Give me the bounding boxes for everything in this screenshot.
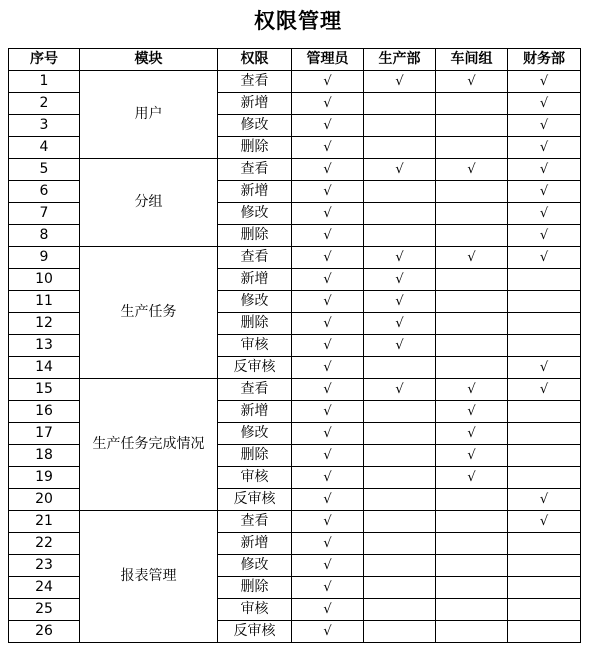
check-mark-icon: √ (467, 470, 476, 485)
check-mark-icon: √ (323, 184, 332, 199)
finance-dept-cell (508, 489, 581, 511)
check-mark-icon: √ (323, 162, 332, 177)
admin-cell (292, 335, 364, 357)
finance-dept-cell (508, 467, 581, 489)
production-dept-cell (364, 137, 436, 159)
check-mark-icon: √ (539, 140, 549, 155)
permission-cell: 审核 (218, 467, 292, 489)
admin-cell (292, 511, 364, 533)
workshop-group-cell (436, 489, 508, 511)
workshop-group-cell (436, 621, 508, 643)
workshop-group-cell (436, 533, 508, 555)
production-dept-cell (364, 445, 436, 467)
admin-cell (292, 577, 364, 599)
module-cell: 报表管理 (80, 511, 218, 643)
permission-cell: 新增 (218, 401, 292, 423)
workshop-group-cell (436, 291, 508, 313)
production-dept-cell (364, 93, 436, 115)
check-mark-icon: √ (323, 250, 332, 265)
index-cell: 19 (9, 467, 80, 489)
workshop-group-cell (436, 93, 508, 115)
index-cell: 5 (9, 159, 80, 181)
check-mark-icon: √ (467, 382, 476, 397)
workshop-group-cell (436, 335, 508, 357)
workshop-group-cell (436, 599, 508, 621)
index-cell: 18 (9, 445, 80, 467)
index-cell: 4 (9, 137, 80, 159)
index-cell: 26 (9, 621, 80, 643)
check-mark-icon: √ (395, 162, 404, 177)
admin-cell (292, 291, 364, 313)
check-mark-icon: √ (395, 272, 404, 287)
permission-cell: 修改 (218, 203, 292, 225)
page-title: 权限管理 (254, 9, 342, 33)
check-mark-icon: √ (467, 404, 476, 419)
check-mark-icon: √ (323, 206, 332, 221)
production-dept-cell (364, 379, 436, 401)
header-admin: 管理员 (292, 49, 364, 71)
index-cell: 1 (9, 71, 80, 93)
workshop-group-cell (436, 313, 508, 335)
check-mark-icon: √ (539, 96, 549, 111)
index-cell: 16 (9, 401, 80, 423)
header-finance-dept: 财务部 (508, 49, 581, 71)
check-mark-icon: √ (323, 382, 332, 397)
production-dept-cell (364, 599, 436, 621)
permission-cell: 审核 (218, 599, 292, 621)
admin-cell (292, 115, 364, 137)
check-mark-icon: √ (539, 492, 549, 507)
index-cell: 9 (9, 247, 80, 269)
check-mark-icon: √ (323, 316, 332, 331)
production-dept-cell (364, 335, 436, 357)
permission-cell: 修改 (218, 115, 292, 137)
workshop-group-cell (436, 511, 508, 533)
production-dept-cell (364, 467, 436, 489)
workshop-group-cell (436, 137, 508, 159)
workshop-group-cell (436, 423, 508, 445)
index-cell: 6 (9, 181, 80, 203)
index-cell: 23 (9, 555, 80, 577)
workshop-group-cell (436, 71, 508, 93)
finance-dept-cell (508, 291, 581, 313)
permission-cell: 删除 (218, 445, 292, 467)
index-cell: 7 (9, 203, 80, 225)
check-mark-icon: √ (323, 272, 332, 287)
permission-cell: 查看 (218, 247, 292, 269)
admin-cell (292, 159, 364, 181)
permission-cell: 反审核 (218, 357, 292, 379)
check-mark-icon: √ (323, 140, 332, 155)
production-dept-cell (364, 357, 436, 379)
finance-dept-cell (508, 159, 581, 181)
index-cell: 10 (9, 269, 80, 291)
table-row (9, 247, 581, 269)
index-cell: 17 (9, 423, 80, 445)
workshop-group-cell (436, 577, 508, 599)
permission-cell: 反审核 (218, 621, 292, 643)
check-mark-icon: √ (395, 74, 404, 89)
permission-cell: 删除 (218, 225, 292, 247)
index-cell: 3 (9, 115, 80, 137)
check-mark-icon: √ (323, 74, 332, 89)
production-dept-cell (364, 577, 436, 599)
finance-dept-cell (508, 401, 581, 423)
index-cell: 15 (9, 379, 80, 401)
production-dept-cell (364, 269, 436, 291)
production-dept-cell (364, 71, 436, 93)
workshop-group-cell (436, 225, 508, 247)
table-header-row (9, 49, 581, 71)
admin-cell (292, 599, 364, 621)
check-mark-icon: √ (323, 448, 332, 463)
permission-cell: 反审核 (218, 489, 292, 511)
index-cell: 21 (9, 511, 80, 533)
index-cell: 20 (9, 489, 80, 511)
admin-cell (292, 357, 364, 379)
admin-cell (292, 313, 364, 335)
table-body (9, 71, 581, 643)
check-mark-icon: √ (539, 228, 549, 243)
check-mark-icon: √ (323, 96, 332, 111)
production-dept-cell (364, 511, 436, 533)
check-mark-icon: √ (323, 492, 332, 507)
check-mark-icon: √ (539, 360, 549, 375)
permission-cell: 删除 (218, 313, 292, 335)
check-mark-icon: √ (323, 118, 332, 133)
table-row (9, 71, 581, 93)
production-dept-cell (364, 115, 436, 137)
check-mark-icon: √ (395, 382, 404, 397)
admin-cell (292, 379, 364, 401)
check-mark-icon: √ (323, 580, 332, 595)
permission-table (8, 48, 581, 643)
production-dept-cell (364, 247, 436, 269)
finance-dept-cell (508, 181, 581, 203)
check-mark-icon: √ (539, 184, 549, 199)
permission-cell: 删除 (218, 137, 292, 159)
finance-dept-cell (508, 621, 581, 643)
module-cell: 用户 (80, 71, 218, 159)
admin-cell (292, 467, 364, 489)
finance-dept-cell (508, 357, 581, 379)
check-mark-icon: √ (395, 316, 404, 331)
permission-cell: 新增 (218, 269, 292, 291)
check-mark-icon: √ (539, 382, 549, 397)
admin-cell (292, 445, 364, 467)
admin-cell (292, 423, 364, 445)
check-mark-icon: √ (539, 206, 549, 221)
production-dept-cell (364, 225, 436, 247)
finance-dept-cell (508, 533, 581, 555)
index-cell: 24 (9, 577, 80, 599)
production-dept-cell (364, 489, 436, 511)
workshop-group-cell (436, 269, 508, 291)
check-mark-icon: √ (323, 338, 332, 353)
check-mark-icon: √ (323, 470, 332, 485)
index-cell: 2 (9, 93, 80, 115)
finance-dept-cell (508, 203, 581, 225)
check-mark-icon: √ (323, 602, 332, 617)
workshop-group-cell (436, 203, 508, 225)
admin-cell (292, 401, 364, 423)
workshop-group-cell (436, 445, 508, 467)
permission-cell: 新增 (218, 181, 292, 203)
module-cell: 生产任务完成情况 (80, 379, 218, 511)
check-mark-icon: √ (395, 294, 404, 309)
index-cell: 12 (9, 313, 80, 335)
production-dept-cell (364, 313, 436, 335)
check-mark-icon: √ (323, 624, 332, 639)
finance-dept-cell (508, 511, 581, 533)
permission-cell: 查看 (218, 71, 292, 93)
permission-cell: 修改 (218, 291, 292, 313)
permission-cell: 修改 (218, 555, 292, 577)
check-mark-icon: √ (323, 360, 332, 375)
check-mark-icon: √ (323, 558, 332, 573)
finance-dept-cell (508, 555, 581, 577)
production-dept-cell (364, 181, 436, 203)
check-mark-icon: √ (539, 162, 549, 177)
header-index: 序号 (9, 49, 80, 71)
production-dept-cell (364, 621, 436, 643)
permission-cell: 查看 (218, 379, 292, 401)
finance-dept-cell (508, 247, 581, 269)
permission-cell: 删除 (218, 577, 292, 599)
check-mark-icon: √ (323, 228, 332, 243)
header-module: 模块 (80, 49, 218, 71)
admin-cell (292, 225, 364, 247)
module-cell: 分组 (80, 159, 218, 247)
index-cell: 13 (9, 335, 80, 357)
check-mark-icon: √ (395, 250, 404, 265)
check-mark-icon: √ (539, 118, 549, 133)
check-mark-icon: √ (539, 514, 549, 529)
workshop-group-cell (436, 555, 508, 577)
table-row (9, 379, 581, 401)
production-dept-cell (364, 533, 436, 555)
table-row (9, 511, 581, 533)
production-dept-cell (364, 203, 436, 225)
workshop-group-cell (436, 181, 508, 203)
admin-cell (292, 247, 364, 269)
production-dept-cell (364, 423, 436, 445)
header-workshop-group: 车间组 (436, 49, 508, 71)
finance-dept-cell (508, 269, 581, 291)
finance-dept-cell (508, 115, 581, 137)
finance-dept-cell (508, 379, 581, 401)
admin-cell (292, 489, 364, 511)
check-mark-icon: √ (323, 294, 332, 309)
header-production-dept: 生产部 (364, 49, 436, 71)
admin-cell (292, 71, 364, 93)
finance-dept-cell (508, 93, 581, 115)
finance-dept-cell (508, 335, 581, 357)
production-dept-cell (364, 291, 436, 313)
check-mark-icon: √ (323, 404, 332, 419)
index-cell: 22 (9, 533, 80, 555)
permission-cell: 新增 (218, 93, 292, 115)
check-mark-icon: √ (467, 426, 476, 441)
check-mark-icon: √ (539, 74, 549, 89)
production-dept-cell (364, 159, 436, 181)
index-cell: 8 (9, 225, 80, 247)
workshop-group-cell (436, 357, 508, 379)
finance-dept-cell (508, 71, 581, 93)
index-cell: 11 (9, 291, 80, 313)
check-mark-icon: √ (395, 338, 404, 353)
permission-cell: 查看 (218, 159, 292, 181)
permission-cell: 查看 (218, 511, 292, 533)
admin-cell (292, 621, 364, 643)
finance-dept-cell (508, 423, 581, 445)
index-cell: 25 (9, 599, 80, 621)
workshop-group-cell (436, 159, 508, 181)
check-mark-icon: √ (467, 448, 476, 463)
module-cell: 生产任务 (80, 247, 218, 379)
admin-cell (292, 181, 364, 203)
table-row (9, 159, 581, 181)
index-cell: 14 (9, 357, 80, 379)
permission-cell: 修改 (218, 423, 292, 445)
admin-cell (292, 555, 364, 577)
workshop-group-cell (436, 247, 508, 269)
finance-dept-cell (508, 137, 581, 159)
finance-dept-cell (508, 599, 581, 621)
finance-dept-cell (508, 313, 581, 335)
workshop-group-cell (436, 467, 508, 489)
permission-cell: 审核 (218, 335, 292, 357)
check-mark-icon: √ (323, 514, 332, 529)
check-mark-icon: √ (467, 74, 476, 89)
check-mark-icon: √ (539, 250, 549, 265)
admin-cell (292, 533, 364, 555)
admin-cell (292, 269, 364, 291)
check-mark-icon: √ (323, 536, 332, 551)
check-mark-icon: √ (467, 162, 476, 177)
check-mark-icon: √ (467, 250, 476, 265)
workshop-group-cell (436, 115, 508, 137)
workshop-group-cell (436, 379, 508, 401)
permission-cell: 新增 (218, 533, 292, 555)
production-dept-cell (364, 555, 436, 577)
check-mark-icon: √ (323, 426, 332, 441)
header-permission: 权限 (218, 49, 292, 71)
admin-cell (292, 203, 364, 225)
workshop-group-cell (436, 401, 508, 423)
admin-cell (292, 93, 364, 115)
admin-cell (292, 137, 364, 159)
finance-dept-cell (508, 225, 581, 247)
finance-dept-cell (508, 445, 581, 467)
production-dept-cell (364, 401, 436, 423)
finance-dept-cell (508, 577, 581, 599)
